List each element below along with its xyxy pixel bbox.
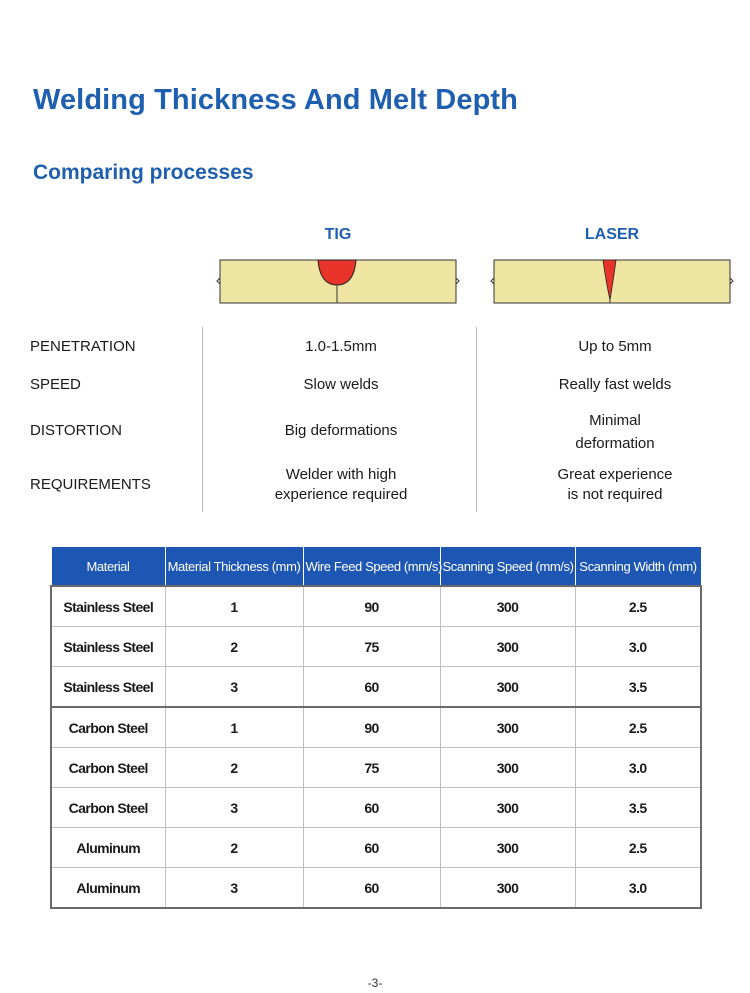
tig-requirements (211, 465, 471, 505)
wire-feed-cell: 60 (303, 868, 440, 909)
wire-feed-cell: 75 (303, 748, 440, 788)
tig-weld-diagram (216, 256, 460, 306)
thickness-cell: 3 (165, 788, 303, 828)
thickness-cell: 1 (165, 707, 303, 748)
column-header: Scanning Width (mm) (575, 547, 701, 587)
laser-requirements-line: Great experience (557, 466, 673, 483)
laser-distortion (485, 409, 745, 455)
material-cell: Stainless Steel (51, 667, 165, 708)
scan-speed-cell: 300 (440, 828, 575, 868)
column-divider (476, 327, 477, 512)
material-cell: Carbon Steel (51, 788, 165, 828)
scan-speed-cell: 300 (440, 788, 575, 828)
material-cell: Stainless Steel (51, 586, 165, 627)
table-header-row (51, 547, 701, 587)
scan-speed-cell: 300 (440, 667, 575, 708)
laser-penetration: Up to 5mm (578, 338, 652, 355)
tig-penetration: 1.0-1.5mm (305, 338, 377, 355)
laser-requirements-line: is not required (567, 486, 663, 503)
thickness-cell: 2 (165, 828, 303, 868)
column-header: Scanning Speed (mm/s) (440, 547, 575, 587)
row-label-speed: SPEED (30, 376, 81, 393)
material-cell: Carbon Steel (51, 748, 165, 788)
table-row (51, 667, 701, 708)
scan-width-cell: 3.5 (575, 667, 701, 708)
table-row (51, 627, 701, 667)
tig-requirements-line: experience required (274, 486, 408, 503)
page-title: Welding Thickness And Melt Depth (33, 84, 518, 116)
table-row (51, 707, 701, 748)
thickness-cell: 3 (165, 667, 303, 708)
laser-distortion-line: deformation (575, 435, 655, 452)
welding-parameters-table (50, 546, 702, 909)
laser-distortion-line: Minimal (589, 412, 641, 429)
wire-feed-cell: 60 (303, 667, 440, 708)
column-divider (202, 327, 203, 512)
wire-feed-cell: 75 (303, 627, 440, 667)
thickness-cell: 2 (165, 748, 303, 788)
wire-feed-cell: 60 (303, 828, 440, 868)
row-label-penetration: PENETRATION (30, 338, 136, 355)
table-row (51, 748, 701, 788)
row-label-distortion: DISTORTION (30, 422, 122, 439)
column-header: Material Thickness (mm) (165, 547, 303, 587)
thickness-cell: 2 (165, 627, 303, 667)
thickness-cell: 3 (165, 868, 303, 909)
page-number: -3- (367, 976, 383, 990)
material-cell: Stainless Steel (51, 627, 165, 667)
tig-speed: Slow welds (303, 376, 379, 393)
scan-width-cell: 3.0 (575, 748, 701, 788)
table-row (51, 828, 701, 868)
laser-requirements (485, 465, 745, 505)
thickness-cell: 1 (165, 586, 303, 627)
tig-distortion: Big deformations (284, 422, 398, 439)
scan-width-cell: 2.5 (575, 707, 701, 748)
scan-speed-cell: 300 (440, 586, 575, 627)
scan-width-cell: 2.5 (575, 586, 701, 627)
wire-feed-cell: 60 (303, 788, 440, 828)
scan-width-cell: 3.5 (575, 788, 701, 828)
laser-heading: LASER (584, 226, 640, 243)
table-row (51, 586, 701, 627)
material-cell: Carbon Steel (51, 707, 165, 748)
scan-speed-cell: 300 (440, 707, 575, 748)
section-subtitle: Comparing processes (33, 161, 254, 184)
column-header: Material (51, 547, 165, 587)
table-row (51, 788, 701, 828)
table-row (51, 868, 701, 909)
material-cell: Aluminum (51, 868, 165, 909)
scan-speed-cell: 300 (440, 627, 575, 667)
material-cell: Aluminum (51, 828, 165, 868)
row-label-requirements: REQUIREMENTS (30, 476, 151, 493)
scan-speed-cell: 300 (440, 868, 575, 909)
laser-weld-diagram (490, 256, 734, 306)
tig-requirements-line: Welder with high (285, 466, 397, 483)
laser-speed: Really fast welds (558, 376, 672, 393)
wire-feed-cell: 90 (303, 586, 440, 627)
scan-speed-cell: 300 (440, 748, 575, 788)
wire-feed-cell: 90 (303, 707, 440, 748)
column-header: Wire Feed Speed (mm/s) (303, 547, 440, 587)
scan-width-cell: 2.5 (575, 828, 701, 868)
scan-width-cell: 3.0 (575, 868, 701, 909)
scan-width-cell: 3.0 (575, 627, 701, 667)
tig-heading: TIG (324, 226, 352, 243)
